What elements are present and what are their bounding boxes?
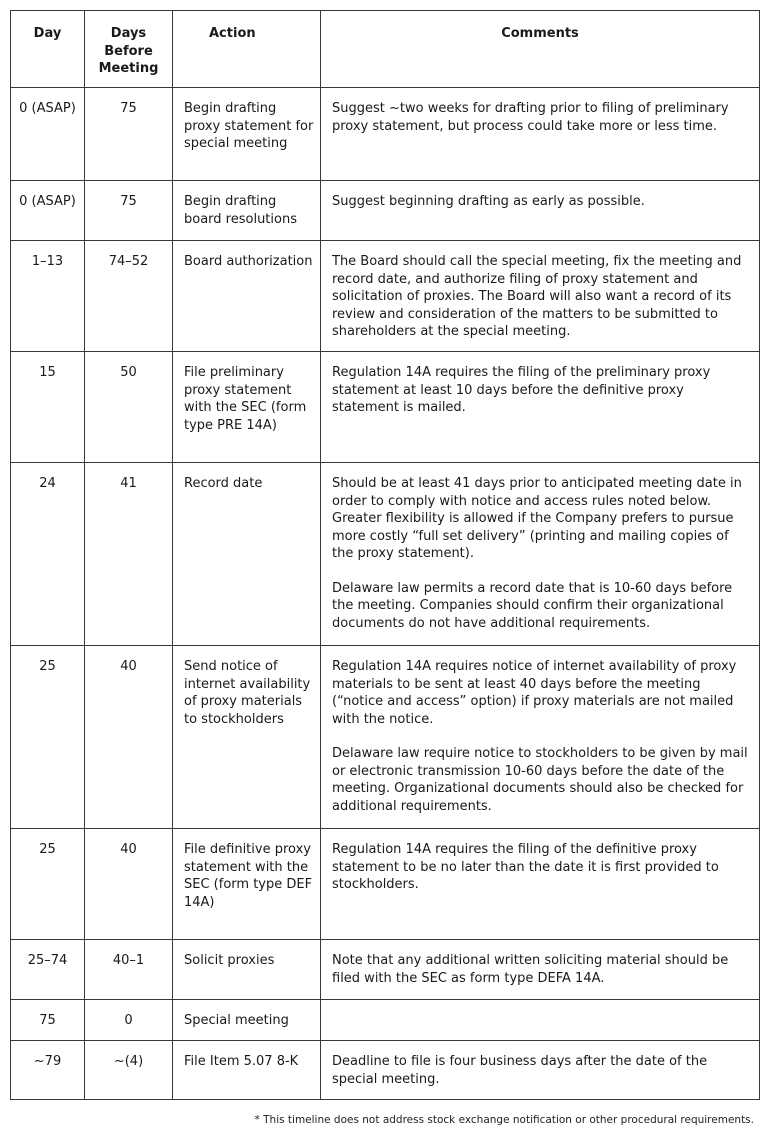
day-cell: 0 (ASAP): [11, 181, 85, 241]
action-cell: Board authorization: [173, 241, 321, 352]
comment-paragraph: Delaware law require notice to stockholders to be given by mail or electronic transmission 10-60 days before the date of the meeting. Organizational documents should also be checked for additional requirements.: [332, 746, 748, 814]
table-body: [11, 88, 760, 1100]
day-cell: 0 (ASAP): [11, 88, 85, 181]
header-action: Action: [173, 11, 321, 88]
comment-paragraph: Note that any additional written soliciting material should be filed with the SEC as form type DEFA 14A.: [332, 953, 729, 986]
days-before-cell: 41: [85, 463, 173, 646]
days-before-cell: 75: [85, 88, 173, 181]
comment-paragraph: Should be at least 41 days prior to anticipated meeting date in order to comply with notice and access rules noted below. Greater flexibility is allowed if the Company prefers to pursue more costly “full set delivery” (printing and mailing copies of the proxy statement).: [332, 476, 742, 561]
proxy-timeline-table: [10, 10, 760, 1100]
comment-paragraph: Suggest beginning drafting as early as possible.: [332, 194, 645, 209]
table-row: [11, 829, 760, 940]
day-cell: 75: [11, 1000, 85, 1041]
table-row: [11, 88, 760, 181]
day-cell: 24: [11, 463, 85, 646]
days-before-cell: 40: [85, 829, 173, 940]
comments-cell: [321, 646, 760, 829]
comment-paragraph: Regulation 14A requires the filing of the preliminary proxy statement at least 10 days before the definitive proxy statement is mailed.: [332, 365, 711, 415]
action-cell: Record date: [173, 463, 321, 646]
comments-cell: [321, 463, 760, 646]
action-cell: File preliminary proxy statement with the SEC (form type PRE 14A): [173, 352, 321, 463]
comments-cell: [321, 829, 760, 940]
comments-cell: [321, 1000, 760, 1041]
day-cell: 25–74: [11, 940, 85, 1000]
days-before-cell: 40: [85, 646, 173, 829]
table-row: [11, 1041, 760, 1100]
action-cell: File Item 5.07 8-K: [173, 1041, 321, 1100]
days-before-cell: ~(4): [85, 1041, 173, 1100]
comment-paragraph: Suggest ~two weeks for drafting prior to filing of preliminary proxy statement, but process could take more or less time.: [332, 101, 729, 134]
header-days-before-meeting: Days Before Meeting: [85, 11, 173, 88]
action-cell: File definitive proxy statement with the SEC (form type DEF 14A): [173, 829, 321, 940]
comment-paragraph: The Board should call the special meeting, fix the meeting and record date, and authorize filing of proxy statement and solicitation of proxies. The Board will also want a record of its review and consideration of the matters to be submitted to shareholders at the special meeting.: [332, 254, 742, 339]
header-comments: Comments: [321, 11, 760, 88]
days-before-cell: 50: [85, 352, 173, 463]
days-before-cell: 75: [85, 181, 173, 241]
comment-paragraph: Delaware law permits a record date that is 10-60 days before the meeting. Companies should confirm their organizational documents do not have additional requirements.: [332, 580, 733, 631]
action-cell: Solicit proxies: [173, 940, 321, 1000]
comment-paragraph: Regulation 14A requires notice of internet availability of proxy materials to be sent at least 40 days before the meeting (“notice and access” option) if proxy materials are not mailed with the notice.: [332, 659, 737, 727]
day-cell: 15: [11, 352, 85, 463]
days-before-cell: 40–1: [85, 940, 173, 1000]
day-cell: 25: [11, 829, 85, 940]
days-before-cell: 0: [85, 1000, 173, 1041]
action-cell: Begin drafting proxy statement for special meeting: [173, 88, 321, 181]
comment-paragraph: Deadline to file is four business days after the date of the special meeting.: [332, 1054, 708, 1087]
table-row: [11, 463, 760, 646]
table-row: [11, 646, 760, 829]
comments-cell: [321, 352, 760, 463]
action-cell: Special meeting: [173, 1000, 321, 1041]
table-row: [11, 940, 760, 1000]
day-cell: 1–13: [11, 241, 85, 352]
table-row: [11, 181, 760, 241]
comments-cell: [321, 1041, 760, 1100]
table-header: [11, 11, 760, 88]
action-cell: Begin drafting board resolutions: [173, 181, 321, 241]
comment-paragraph: Regulation 14A requires the filing of the definitive proxy statement to be no later than the date it is first provided to stockholders.: [332, 842, 719, 892]
footnote: * This timeline does not address stock exchange notification or other procedural requirements.: [254, 1114, 754, 1126]
comments-cell: [321, 181, 760, 241]
comments-cell: [321, 241, 760, 352]
day-cell: ~79: [11, 1041, 85, 1100]
days-before-cell: 74–52: [85, 241, 173, 352]
header-row: [11, 11, 760, 88]
table-row: [11, 352, 760, 463]
comments-cell: [321, 88, 760, 181]
table-row: [11, 1000, 760, 1041]
header-day: Day: [11, 11, 85, 88]
day-cell: 25: [11, 646, 85, 829]
action-cell: Send notice of internet availability of proxy materials to stockholders: [173, 646, 321, 829]
table-row: [11, 241, 760, 352]
comments-cell: [321, 940, 760, 1000]
